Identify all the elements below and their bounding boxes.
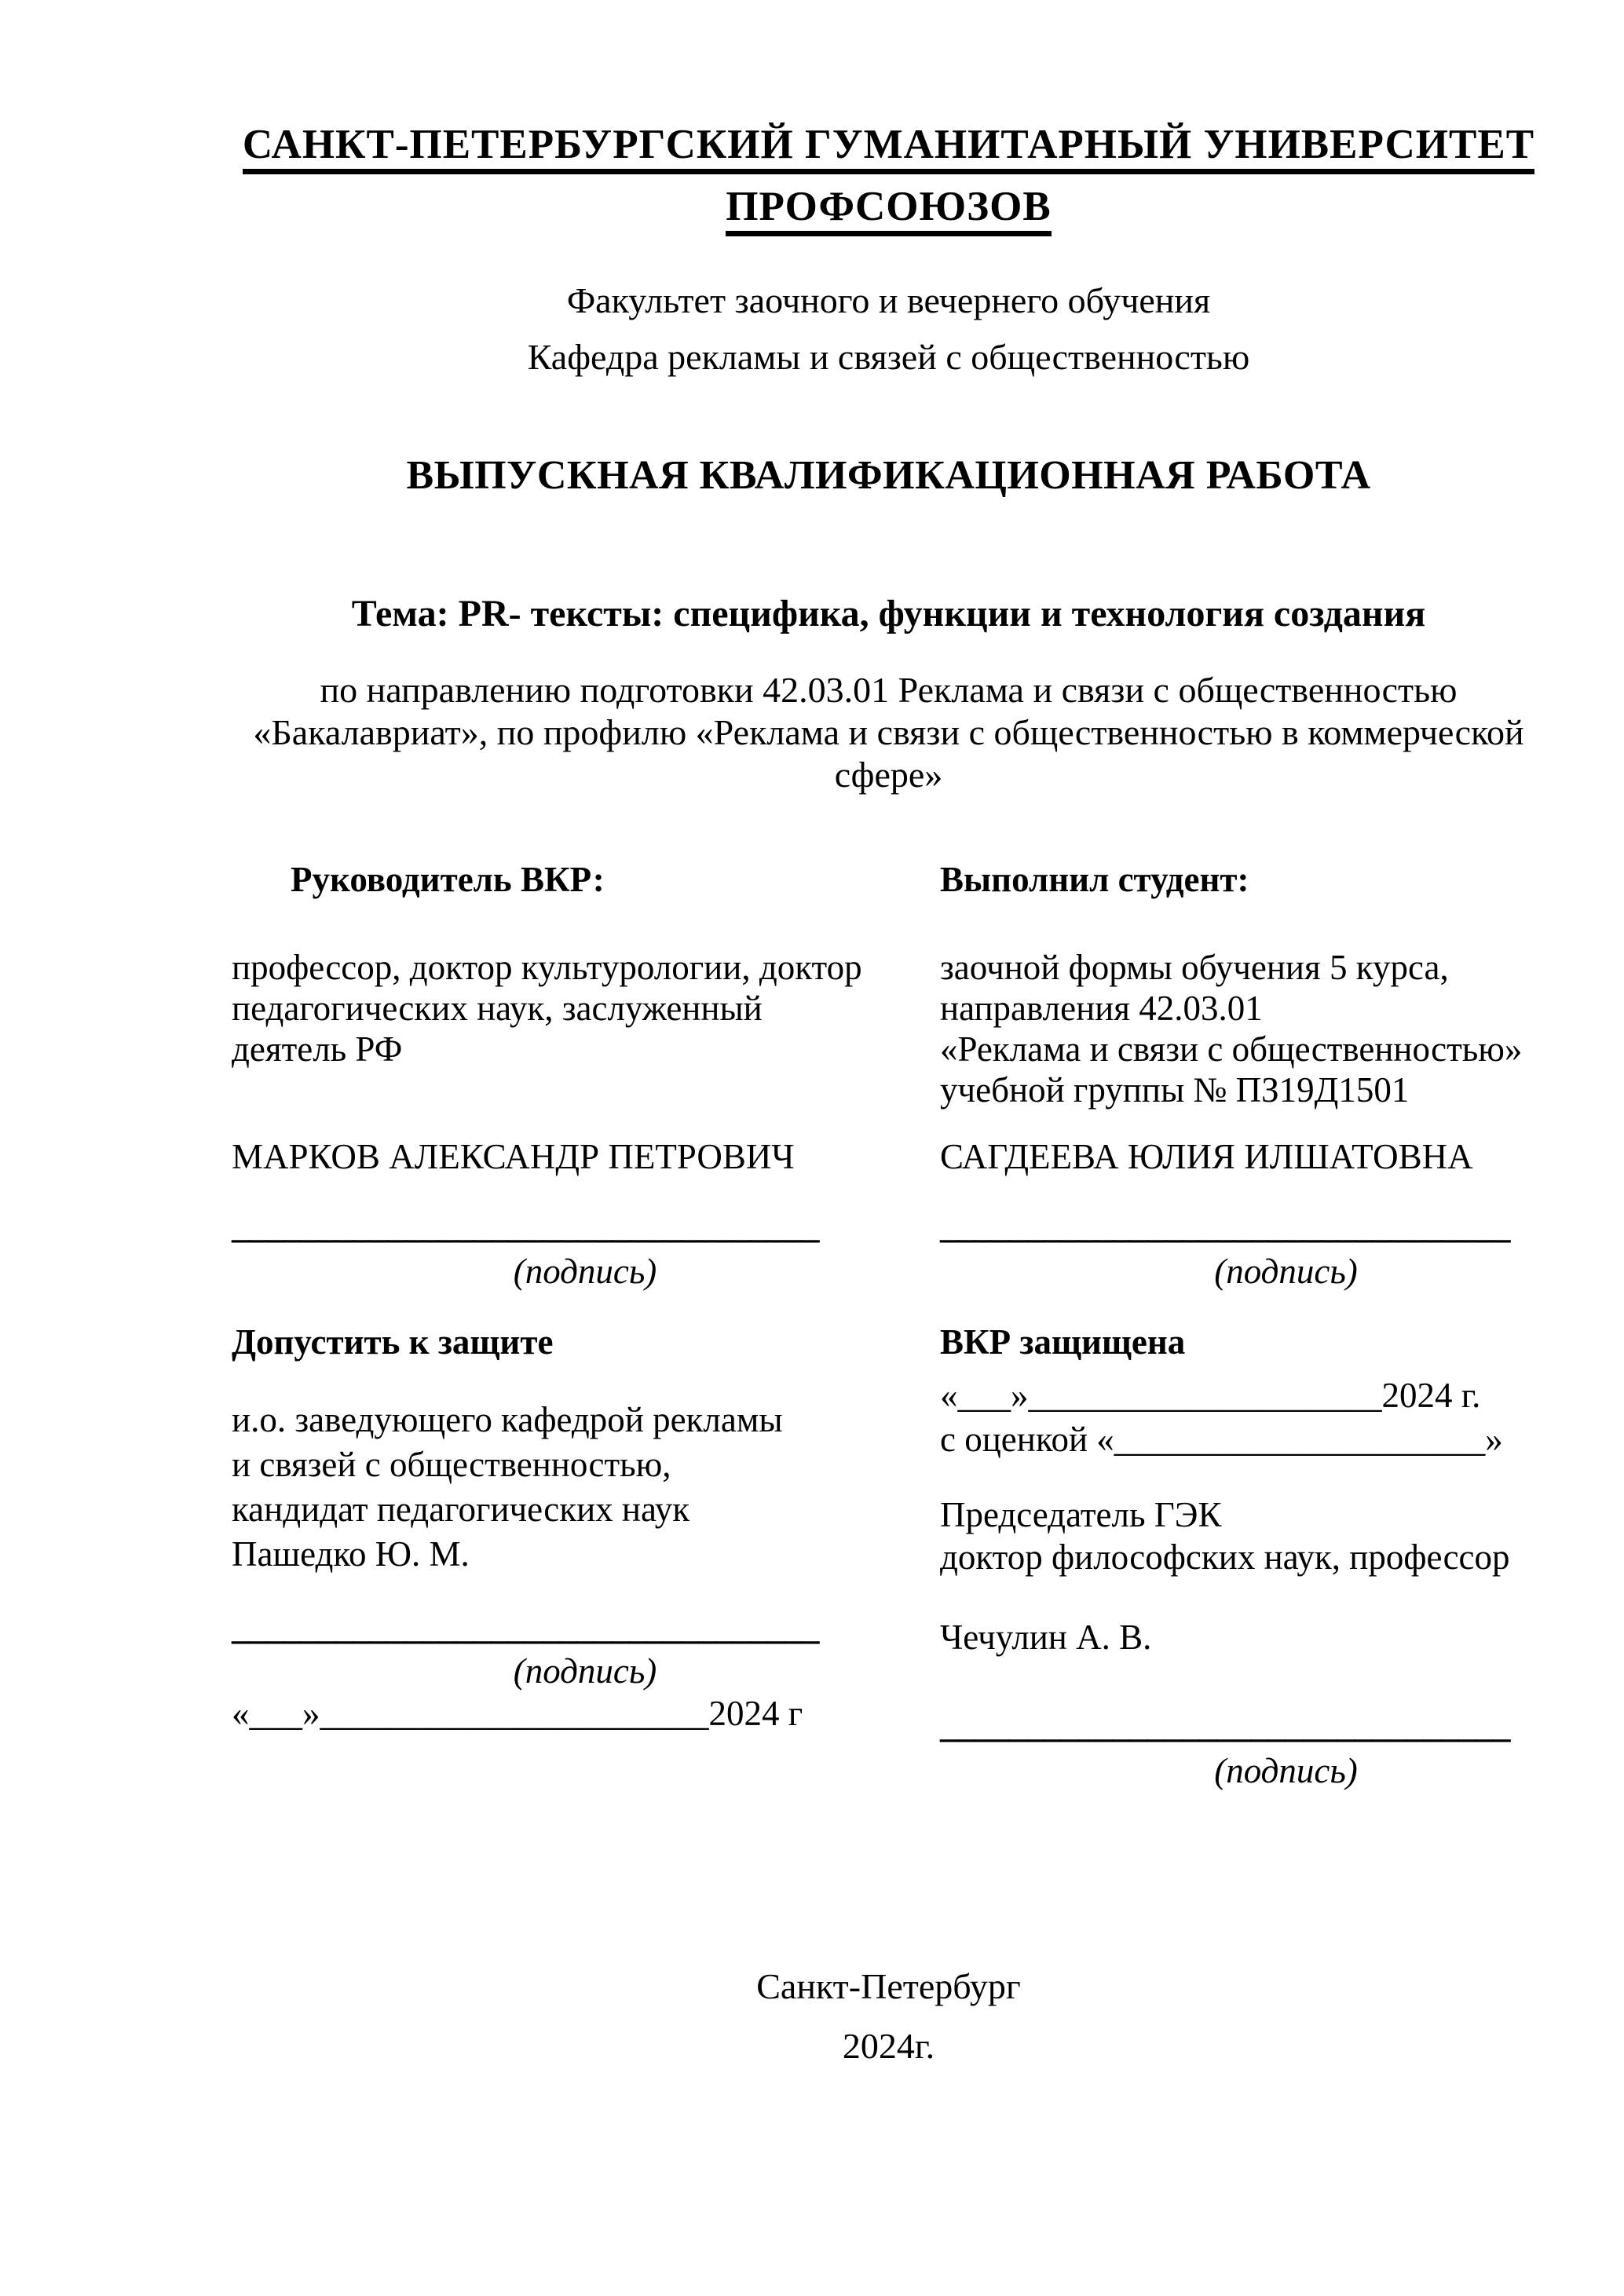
chairman-line: доктор философских наук, профессор	[940, 1537, 1510, 1577]
chairman-signature-line: _________________________________	[940, 1706, 1510, 1745]
subtitle-line: по направлению подготовки 42.03.01 Реклама и связи с общественностью	[320, 670, 1458, 710]
supervisor-signature-caption: (подпись)	[513, 1252, 657, 1291]
chairman-line: Председатель ГЭК	[940, 1495, 1222, 1534]
student-signature-line: _________________________________	[940, 1206, 1510, 1245]
university-name-line1	[232, 118, 1545, 172]
university-name-line2-text: ПРОФСОЮЗОВ	[726, 184, 1051, 236]
student-description	[940, 947, 1545, 1110]
student-heading: Выполнил студент:	[940, 860, 1249, 899]
supervisor-heading: Руководитель ВКР:	[291, 860, 605, 899]
grade-line: с оценкой «_____________________»	[940, 1420, 1503, 1459]
faculty-line: Факультет заочного и вечернего обучения	[566, 280, 1211, 320]
subtitle-line: «Бакалавриат», по профилю «Реклама и связи с общественностью в коммерческой	[253, 712, 1524, 752]
city-line: Санкт-Петербург	[756, 1966, 1021, 2006]
thesis-theme: Тема: PR- тексты: специфика, функции и технология создания	[351, 593, 1426, 634]
student-description-line: направления 42.03.01	[940, 989, 1263, 1028]
department-line: Кафедра рекламы и связей с общественностью	[527, 337, 1250, 377]
admit-signature-caption: (подпись)	[513, 1651, 657, 1691]
admit-signature-line: __________________________________	[232, 1607, 819, 1647]
supervisor-description-line: педагогических наук, заслуженный	[232, 989, 763, 1028]
supervisor-description-line: деятель РФ	[232, 1029, 403, 1069]
subtitle-line: сфере»	[834, 755, 943, 795]
admit-date-line: «___»______________________2024 г	[232, 1694, 803, 1733]
admit-line: Пашедко Ю. М.	[232, 1534, 470, 1574]
year-line: 2024г.	[842, 2026, 935, 2066]
chairman-signature-caption: (подпись)	[1214, 1751, 1358, 1790]
supervisor-column	[232, 859, 862, 1791]
admit-block	[232, 1398, 852, 1577]
university-name-line2	[232, 180, 1545, 234]
student-name: САГДЕЕВА ЮЛИЯ ИЛШАТОВНА	[940, 1137, 1473, 1176]
defended-heading: ВКР защищена	[940, 1322, 1186, 1362]
subtitle-block	[232, 669, 1545, 796]
student-description-line: «Реклама и связи с общественностью»	[940, 1029, 1523, 1069]
university-name-line1-text: САНКТ-ПЕТЕРБУРГСКИЙ ГУМАНИТАРНЫЙ УНИВЕРСИТЕТ	[243, 122, 1534, 174]
signature-columns	[232, 859, 1545, 1791]
supervisor-description	[232, 947, 862, 1069]
work-type-title: ВЫПУСКНАЯ КВАЛИФИКАЦИОННАЯ РАБОТА	[406, 453, 1371, 498]
admit-line: кандидат педагогических наук	[232, 1490, 690, 1529]
admit-heading: Допустить к защите	[232, 1322, 554, 1362]
supervisor-description-line: профессор, доктор культурологии, доктор	[232, 948, 862, 987]
supervisor-name: МАРКОВ АЛЕКСАНДР ПЕТРОВИЧ	[232, 1137, 795, 1176]
defended-date-line: «___»____________________2024 г.	[940, 1376, 1481, 1415]
admit-line: и связей с общественностью,	[232, 1445, 671, 1484]
student-column	[940, 859, 1545, 1791]
supervisor-signature-line: __________________________________	[232, 1206, 819, 1245]
student-description-line: заочной формы обучения 5 курса,	[940, 948, 1449, 987]
student-description-line: учебной группы № ПЗ19Д1501	[940, 1070, 1410, 1110]
student-signature-caption: (подпись)	[1214, 1252, 1358, 1291]
admit-line: и.о. заведующего кафедрой рекламы	[232, 1400, 783, 1439]
chairman-name: Чечулин А. В.	[940, 1618, 1152, 1657]
